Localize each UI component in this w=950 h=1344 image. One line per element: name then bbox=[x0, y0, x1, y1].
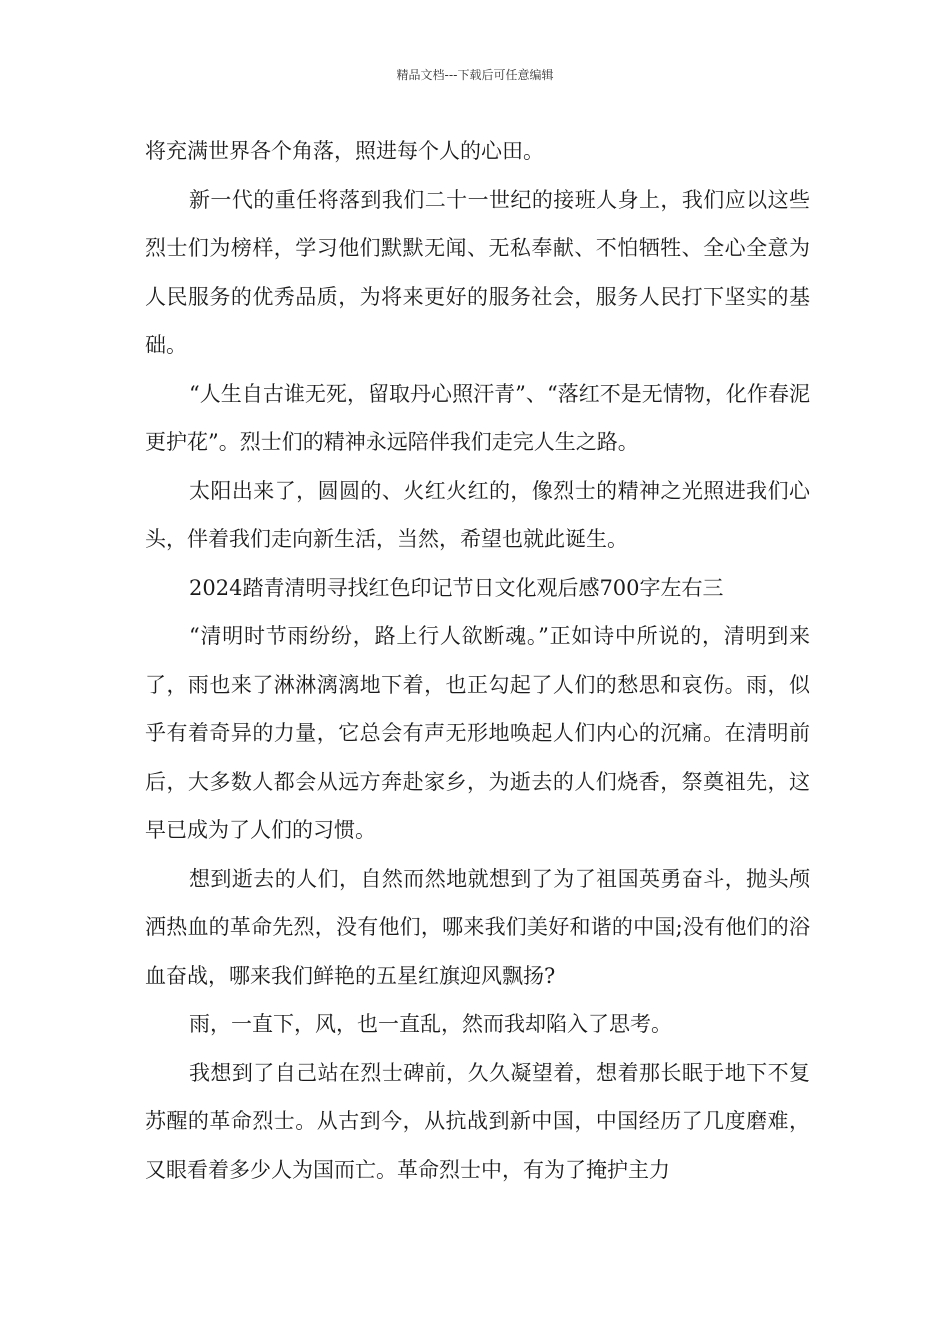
page-header: 精品文档---下载后可任意编辑 bbox=[396, 68, 554, 82]
section-heading: 2024踏青清明寻找红色印记节日文化观后感700字左右三 bbox=[189, 575, 724, 600]
paragraph: 想到逝去的人们，自然而然地就想到了为了祖国英勇奋斗，抛头颅洒热血的革命先烈，没有他们，哪来我们美好和谐的中国;没有他们的浴血奋战，哪来我们鲜艳的五星红旗迎风飘扬? bbox=[145, 866, 810, 988]
paragraph: 雨，一直下，风，也一直乱，然而我却陷入了思考。 bbox=[189, 1012, 672, 1036]
paragraph: “清明时节雨纷纷，路上行人欲断魂。”正如诗中所说的，清明到来了，雨也来了淋淋漓漓地下着，也正勾起了人们的愁思和哀伤。雨，似乎有着奇异的力量，它总会有声无形地唤起人们内心的沉痛。在清明前后，大多数人都会从远方奔赴家乡，为逝去的人们烧香，祭奠祖先，这早已成为了人们的习惯。 bbox=[145, 624, 810, 842]
paragraph: 将充满世界各个角落，照进每个人的心田。 bbox=[145, 139, 544, 163]
paragraph: “人生自古谁无死，留取丹心照汗青”、“落红不是无情物，化作春泥更护花”。烈士们的精神永远陪伴我们走完人生之路。 bbox=[145, 381, 810, 454]
document-body bbox=[145, 127, 810, 1194]
paragraph: 我想到了自己站在烈士碑前，久久凝望着，想着那长眠于地下不复苏醒的革命烈士。从古到今，从抗战到新中国，中国经历了几度磨难，又眼看着多少人为国而亡。革命烈士中，有为了掩护主力 bbox=[145, 1060, 810, 1182]
paragraph: 新一代的重任将落到我们二十一世纪的接班人身上，我们应以这些烈士们为榜样，学习他们默默无闻、无私奉献、不怕牺牲、全心全意为人民服务的优秀品质，为将来更好的服务社会，服务人民打下坚实的基础。 bbox=[145, 187, 810, 357]
paragraph: 太阳出来了，圆圆的、火红火红的，像烈士的精神之光照进我们心头，伴着我们走向新生活，当然，希望也就此诞生。 bbox=[145, 478, 810, 551]
